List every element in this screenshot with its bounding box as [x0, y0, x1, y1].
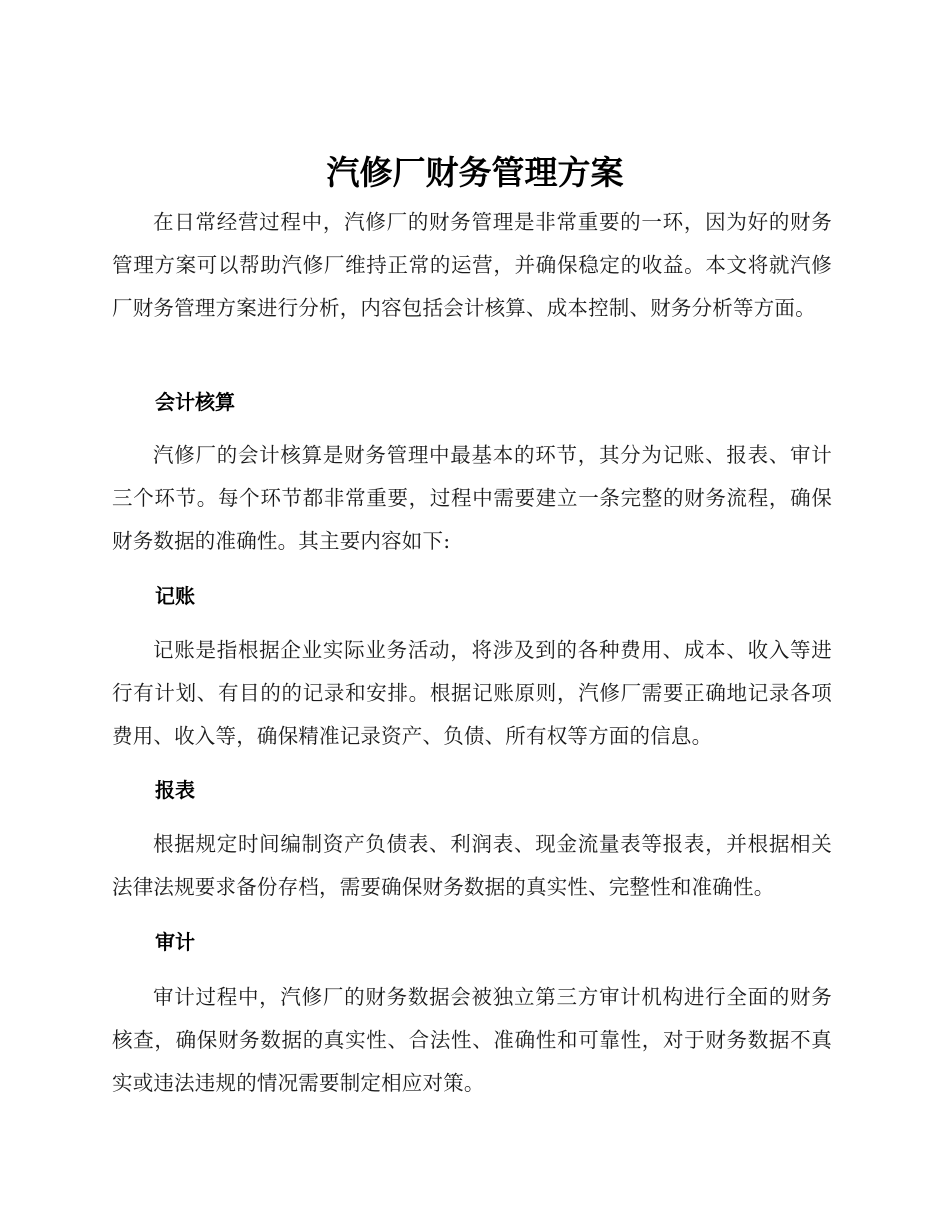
document-title: 汽修厂财务管理方案: [326, 153, 624, 192]
section-body-audit: 审计过程中，汽修厂的财务数据会被独立第三方审计机构进行全面的财务核查，确保财务数据的真实性、合法性、准确性和可靠性，对于财务数据不真实或违法违规的情况需要制定相应对策。: [112, 985, 832, 1095]
section-body-bookkeeping: 记账是指根据企业实际业务活动，将涉及到的各种费用、成本、收入等进行有计划、有目的的记录和安排。根据记账原则，汽修厂需要正确地记录各项费用、收入等，确保精准记录资产、负债、所有权等方面的信息。: [112, 638, 832, 748]
intro-paragraph: 在日常经营过程中，汽修厂的财务管理是非常重要的一环，因为好的财务管理方案可以帮助汽修厂维持正常的运营，并确保稳定的收益。本文将就汽修厂财务管理方案进行分析，内容包括会计核算、成本控制、财务分析等方面。: [112, 210, 832, 320]
section-heading-audit: 审计: [155, 930, 195, 954]
section-heading-reports: 报表: [155, 778, 195, 802]
section-heading-bookkeeping: 记账: [155, 584, 195, 608]
section-heading-accounting: 会计核算: [155, 390, 235, 414]
section-body-accounting: 汽修厂的会计核算是财务管理中最基本的环节，其分为记账、报表、审计三个环节。每个环节都非常重要，过程中需要建立一条完整的财务流程，确保财务数据的准确性。其主要内容如下:: [112, 443, 832, 553]
section-body-reports: 根据规定时间编制资产负债表、利润表、现金流量表等报表，并根据相关法律法规要求备份存档，需要确保财务数据的真实性、完整性和准确性。: [112, 832, 832, 899]
